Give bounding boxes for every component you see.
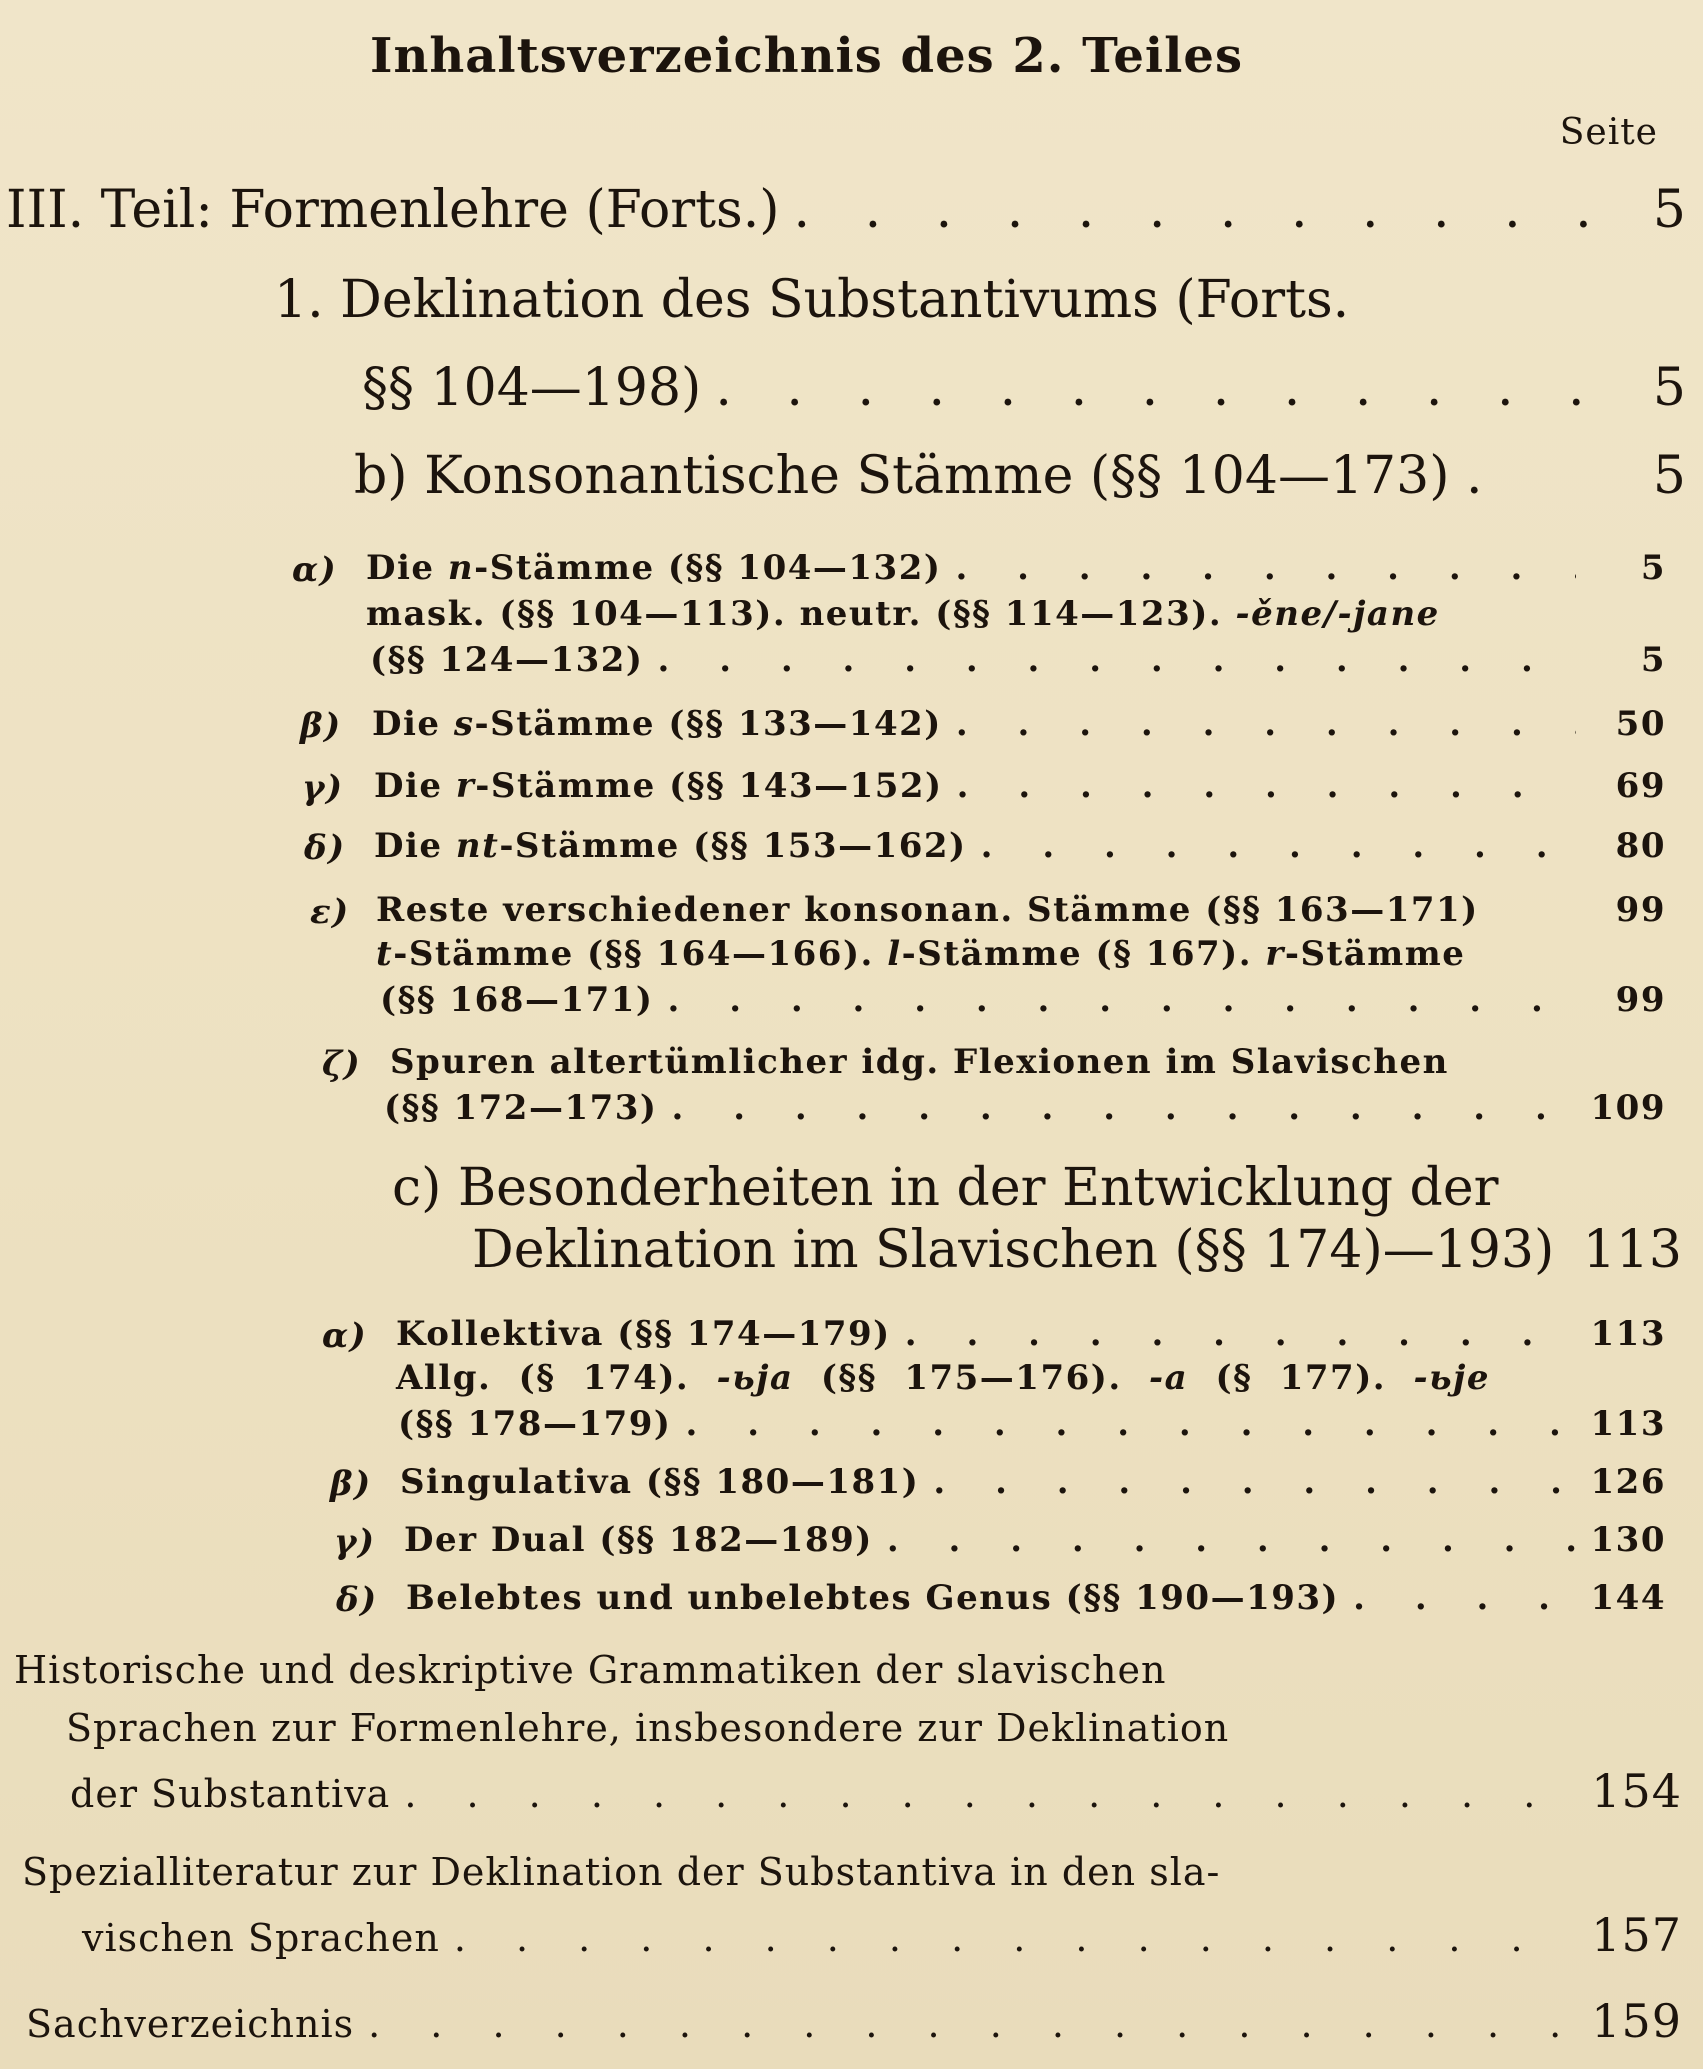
- page-number: 50: [1615, 704, 1666, 744]
- toc-entry-sec-b[interactable]: [354, 446, 1686, 506]
- toc-entry-sach[interactable]: [26, 1994, 1682, 2048]
- toc-entry-b-delta[interactable]: [374, 826, 1666, 866]
- entry-label: Belebtes und unbelebtes Genus (§§ 190—193): [406, 1578, 1340, 1618]
- leader-dots: [644, 640, 1576, 680]
- toc-entry-c-delta[interactable]: [406, 1578, 1666, 1618]
- entry-label: Der Dual (§§ 182—189): [404, 1520, 873, 1560]
- page-number: 154: [1591, 1764, 1682, 1818]
- page-number: 5: [1652, 446, 1686, 506]
- toc-entry-sec-c-line1: c) Besonderheiten in der Entwicklung der: [392, 1158, 1499, 1218]
- entry-label: (§§ 168—171): [380, 980, 654, 1020]
- leader-dots: [672, 1404, 1576, 1444]
- page-number: 113: [1590, 1404, 1666, 1444]
- page-number: 113: [1590, 1314, 1666, 1354]
- toc-entry-b-gamma[interactable]: [374, 766, 1666, 806]
- toc-subline: mask. (§§ 104—113). neutr. (§§ 114—123). -ěne/-jane: [366, 594, 1440, 634]
- toc-entry-c-beta[interactable]: [400, 1462, 1666, 1502]
- leader-dots: [440, 1916, 1572, 1960]
- entry-label: Sachverzeichnis: [26, 2002, 355, 2046]
- entry-label: Deklination im Slavischen (§§ 174)—193): [472, 1220, 1555, 1280]
- page-number: 5: [1640, 548, 1666, 588]
- toc-entry-c-alpha[interactable]: [396, 1314, 1666, 1354]
- entry-label: Singulativa (§§ 180—181): [400, 1462, 920, 1502]
- page-number: 113: [1582, 1220, 1682, 1280]
- entry-label: §§ 104—198): [362, 358, 702, 418]
- greek-marker: γ): [302, 768, 344, 808]
- entry-label: III. Teil: Formenlehre (Forts.): [6, 180, 780, 240]
- leader-dots: [967, 826, 1576, 866]
- leader-dots: [390, 1772, 1572, 1816]
- toc-entry-b-zeta-line1: Spuren altertümlicher idg. Flexionen im Slavischen: [390, 1042, 1449, 1082]
- page-number: 5: [1652, 358, 1686, 418]
- greek-marker: ε): [310, 892, 350, 932]
- leader-dots: [780, 180, 1606, 240]
- toc-entry-b-epsilon-sub[interactable]: [380, 980, 1666, 1020]
- greek-marker: β): [300, 706, 342, 746]
- page-number: 126: [1590, 1462, 1666, 1502]
- leader-dots: [658, 1088, 1576, 1128]
- page-number: 99: [1615, 980, 1666, 1020]
- toc-entry-sec1-line1: 1. Deklination des Substantivums (Forts.: [274, 270, 1350, 330]
- page-number: 80: [1615, 826, 1666, 866]
- entry-label: vischen Sprachen: [82, 1916, 440, 1960]
- leader-dots: [943, 766, 1576, 806]
- entry-label: Reste verschiedener konsonan. Stämme (§§ 163—171): [376, 890, 1479, 930]
- page-number: 109: [1590, 1088, 1666, 1128]
- greek-marker: β): [330, 1464, 372, 1504]
- leader-dots: [654, 980, 1576, 1020]
- toc-entry-b-alpha-sub[interactable]: [370, 640, 1666, 680]
- page-number: 5: [1640, 640, 1666, 680]
- toc-entry-sec1[interactable]: [362, 358, 1686, 418]
- toc-entry-c-gamma[interactable]: [404, 1520, 1666, 1560]
- page-number: 130: [1590, 1520, 1666, 1560]
- leader-dots: [942, 704, 1576, 744]
- toc-entry-c-alpha-sub[interactable]: [398, 1404, 1666, 1444]
- page-number: 69: [1615, 766, 1666, 806]
- leader-dots: [919, 1462, 1576, 1502]
- toc-entry-b-alpha[interactable]: [366, 548, 1666, 588]
- toc-entry-b-zeta[interactable]: [384, 1088, 1666, 1128]
- toc-entry-spez[interactable]: [82, 1908, 1682, 1962]
- entry-label: Die nt-Stämme (§§ 153—162): [374, 826, 967, 866]
- greek-marker: α): [322, 1316, 368, 1356]
- leader-dots: [354, 2002, 1572, 2046]
- leader-dots: [941, 548, 1576, 588]
- entry-label: Kollektiva (§§ 174—179): [396, 1314, 891, 1354]
- page-heading: Inhaltsverzeichnis des 2. Teiles: [370, 28, 1243, 84]
- page-number: 5: [1652, 180, 1686, 240]
- toc-entry-hist[interactable]: [70, 1764, 1682, 1818]
- toc-entry-spez-line1: Spezialliteratur zur Deklination der Substantiva in den sla-: [22, 1850, 1221, 1894]
- page-column-label: Seite: [1559, 112, 1658, 153]
- toc-entry-hist-line1: Historische und deskriptive Grammatiken der slavischen: [14, 1648, 1167, 1692]
- leader-dots: [891, 1314, 1576, 1354]
- toc-subline: Allg. (§ 174). -ьja (§§ 175—176). -a (§ 177). -ьje: [396, 1358, 1490, 1398]
- greek-marker: ζ): [322, 1044, 362, 1084]
- leader-dots: [873, 1520, 1576, 1560]
- greek-marker: δ): [304, 828, 346, 868]
- greek-marker: δ): [336, 1580, 378, 1620]
- entry-label: Die n-Stämme (§§ 104—132): [366, 548, 942, 588]
- toc-subline: t-Stämme (§§ 164—166). l-Stämme (§ 167). r-Stämme: [376, 934, 1466, 974]
- toc-entry-part3[interactable]: [6, 180, 1686, 240]
- toc-entry-b-beta[interactable]: [372, 704, 1666, 744]
- page-number: 157: [1591, 1908, 1682, 1962]
- page-number: 99: [1615, 890, 1666, 930]
- page-number: 144: [1590, 1578, 1666, 1618]
- entry-label: Die s-Stämme (§§ 133—142): [372, 704, 942, 744]
- entry-label: (§§ 172—173): [384, 1088, 658, 1128]
- entry-label: der Substantiva: [70, 1772, 391, 1816]
- entry-label: (§§ 178—179): [398, 1404, 672, 1444]
- toc-entry-sec-c[interactable]: [472, 1220, 1682, 1280]
- leader-dots: [701, 358, 1606, 418]
- leader-dots: [1339, 1578, 1576, 1618]
- greek-marker: α): [292, 550, 338, 590]
- greek-marker: γ): [334, 1522, 376, 1562]
- toc-entry-b-epsilon[interactable]: [376, 890, 1666, 930]
- entry-label: Die r-Stämme (§§ 143—152): [374, 766, 943, 806]
- entry-label: (§§ 124—132): [370, 640, 644, 680]
- toc-entry-hist-line2: Sprachen zur Formenlehre, insbesondere zur Deklination: [66, 1706, 1230, 1750]
- entry-label: b) Konsonantische Stämme (§§ 104—173) .: [354, 446, 1483, 506]
- page-number: 159: [1591, 1994, 1682, 2048]
